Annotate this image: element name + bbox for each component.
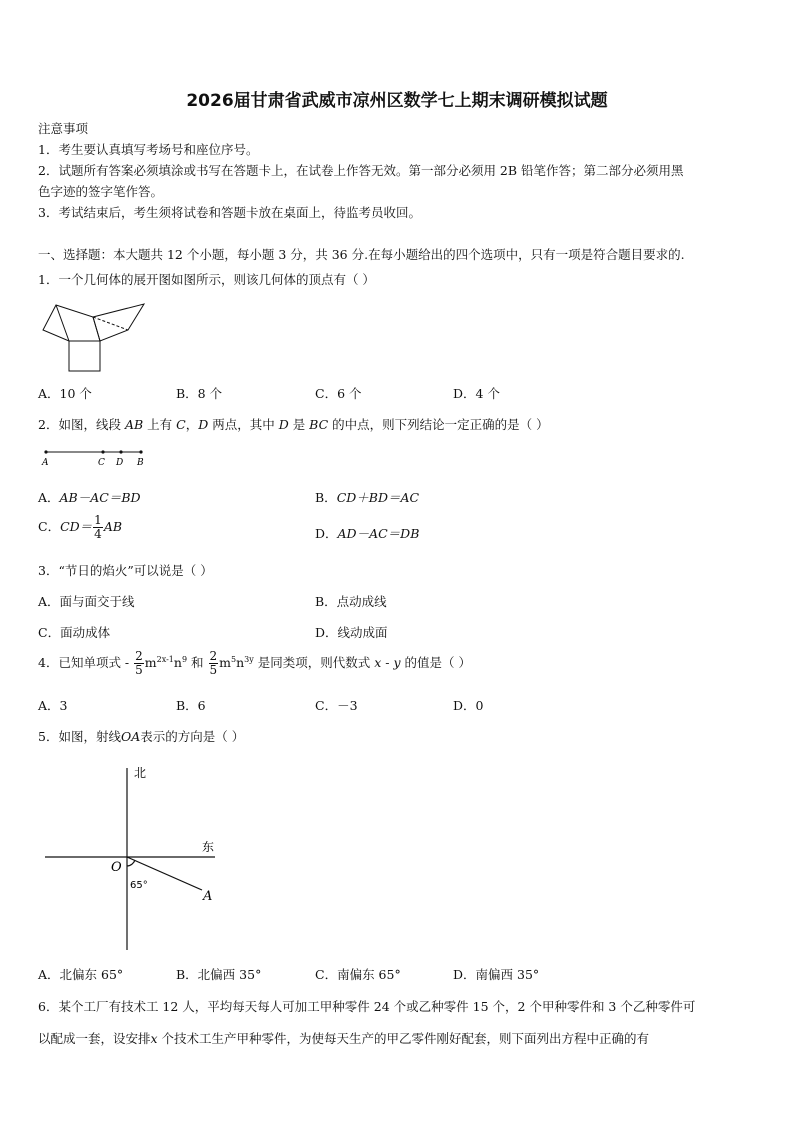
page-title: 2026届甘肃省武威市凉州区数学七上期末调研模拟试题 [186, 91, 608, 111]
q3-option-c: C．面动成体 [38, 625, 111, 640]
q3-option-a: A．面与面交于线 [38, 594, 135, 609]
notice-item-1: 1．考生要认真填写考场号和座位序号。 [38, 142, 259, 157]
notice-item-3: 3．考试结束后，考生须将试卷和答题卡放在桌面上，待监考员收回。 [38, 205, 421, 220]
section-heading: 一、选择题：本大题共 12 个小题，每小题 3 分，共 36 分.在每小题给出的四个选项中，只有一项是符合题目要求的. [38, 247, 685, 262]
q6-stem-line2: 以配成一套，设安排x 个技术工生产甲种零件，为使每天生产的甲乙零件刚好配套，则下面列出方程中正确的有 [38, 1031, 650, 1046]
q4-option-d: D．0 [453, 698, 484, 713]
q1-option-b: B．8 个 [176, 386, 223, 401]
q4-option-a: A．3 [38, 698, 68, 713]
q2-segment-figure [40, 445, 150, 469]
q1-option-a: A．10 个 [38, 386, 92, 401]
q5-east-label: 东 [202, 840, 215, 854]
q4-option-c: C．－3 [315, 698, 358, 713]
q1-stem: 1．一个几何体的展开图如图所示，则该几何体的顶点有（ ） [38, 272, 375, 287]
q5-option-a: A．北偏东 65° [38, 967, 124, 982]
q1-option-d: D．4 个 [453, 386, 500, 401]
q2-point-b: B [137, 458, 144, 468]
q4-option-b: B．6 [176, 698, 206, 713]
q2-option-b: B．CD＋BD＝AC [315, 490, 420, 505]
q2-stem: 2．如图，线段 AB 上有 C，D 两点，其中 D 是 BC 的中点，则下列结论一定正确的是（ ） [38, 417, 549, 432]
q5-origin-label: O [111, 860, 122, 875]
q2-point-a: A [42, 458, 49, 468]
q1-option-c: C．6 个 [315, 386, 362, 401]
q2-point-d: D [116, 458, 124, 468]
notice-item-2-cont: 色字迹的签字笔作答。 [38, 184, 164, 199]
q5-stem: 5．如图，射线OA表示的方向是（ ） [38, 729, 245, 744]
q4-stem: 4．已知单项式 - $\frac{2}{5}$ $m^{2x-1}n^9$ 和 $\frac{2}{5}$ $m^5n^{3y}$ 是同类项，则代数式 x - y 的值是（ ） [38, 649, 471, 677]
q5-north-label: 北 [134, 766, 147, 780]
q5-angle-label: 65° [130, 880, 148, 891]
q5-ray-label: A [203, 889, 213, 904]
q2-option-d: D．AD－AC＝DB [315, 526, 420, 541]
q5-option-c: C．南偏东 65° [315, 967, 401, 982]
q5-option-d: D．南偏西 35° [453, 967, 540, 982]
q2-option-a: A．AB－AC＝BD [38, 490, 141, 505]
q6-stem-line1: 6．某个工厂有技术工 12 人，平均每天每人可加工甲种零件 24 个或乙种零件 15 个，2 个甲种零件和 3 个乙种零件可 [38, 999, 696, 1014]
q3-stem: 3．“节日的焰火”可以说是（ ） [38, 563, 213, 578]
q3-option-b: B．点动成线 [315, 594, 387, 609]
q1-net-figure [40, 300, 150, 380]
q5-option-b: B．北偏西 35° [176, 967, 262, 982]
q2-point-c: C [98, 458, 105, 468]
notice-item-2: 2．试题所有答案必须填涂或书写在答题卡上，在试卷上作答无效。第一部分必须用 2B 铅笔作答；第二部分必须用黑 [38, 163, 684, 178]
q2-option-c: C．CD＝ $\frac{1}{4}$ AB [38, 513, 123, 541]
q5-compass-figure [40, 760, 230, 955]
q3-option-d: D．线动成面 [315, 625, 388, 640]
notice-heading: 注意事项 [38, 121, 89, 136]
